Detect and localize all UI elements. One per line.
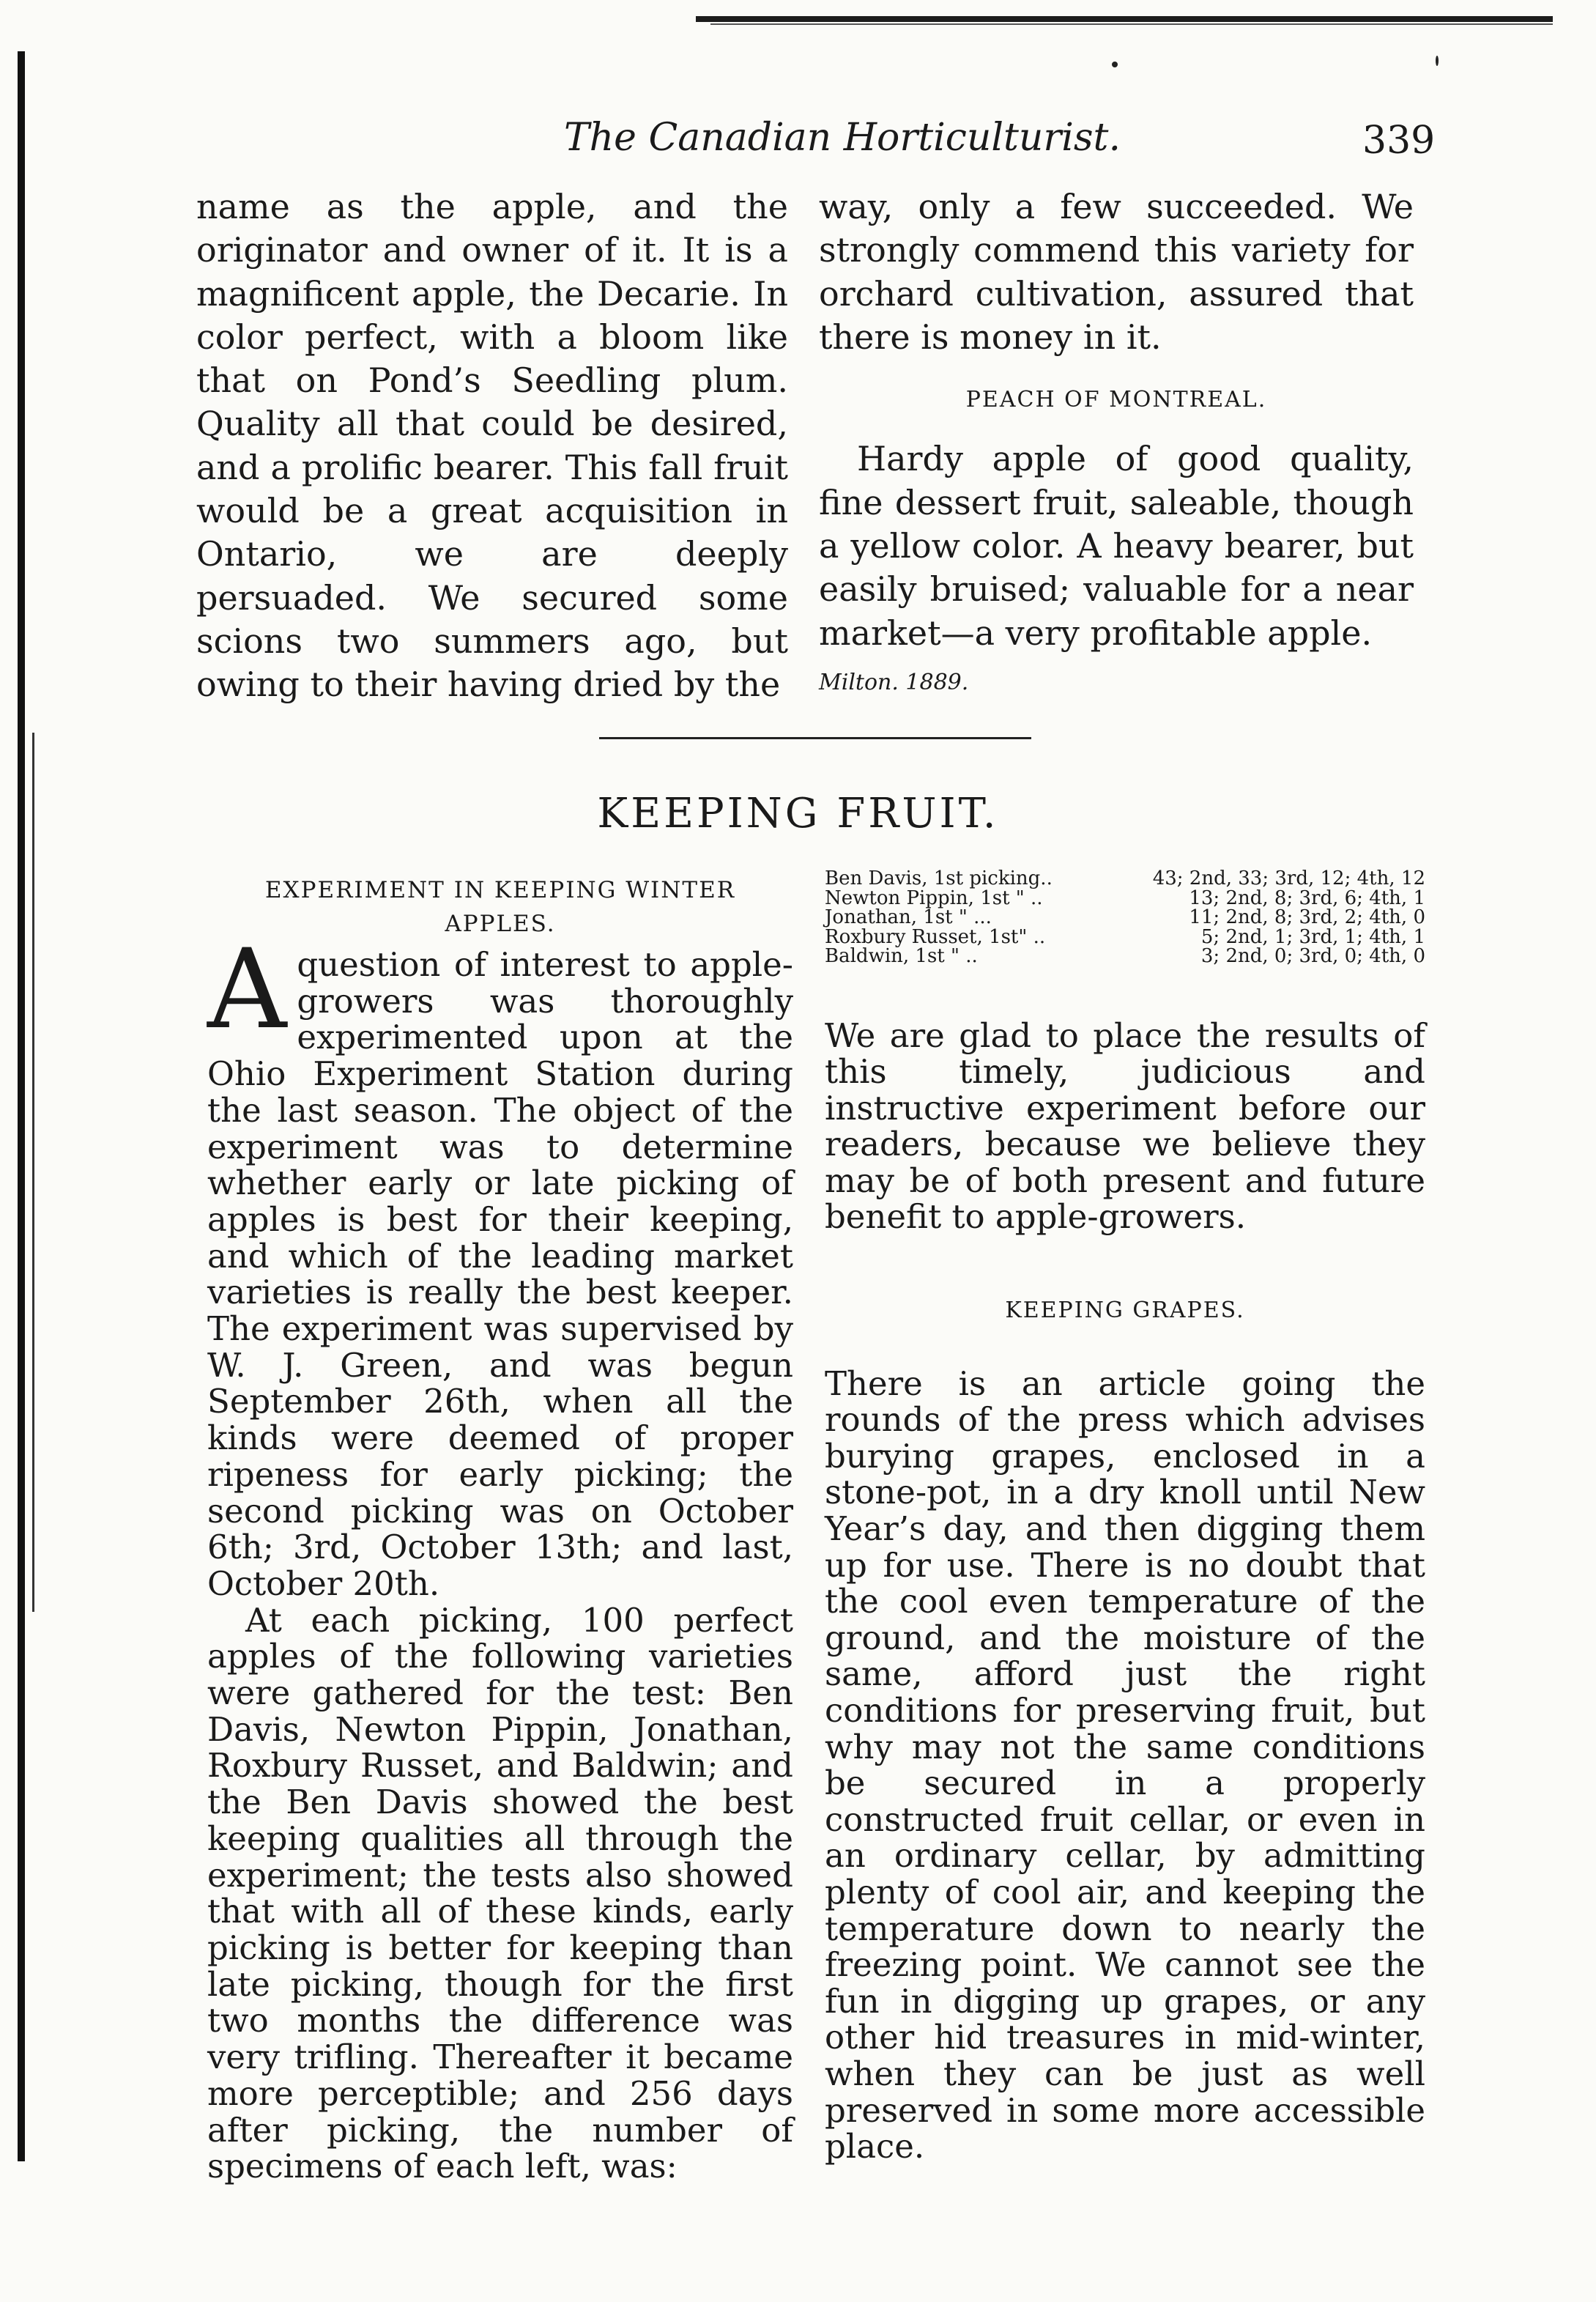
table-cell-p4: 4th, 0 [1369, 945, 1425, 967]
table-cell-p3: 3rd, 0; [1299, 945, 1370, 967]
table-cell-p1: 43; [1152, 867, 1189, 889]
table-cell-p1: 11; [1189, 906, 1226, 928]
table-cell-p4: 4th, 1 [1369, 925, 1425, 948]
results-table [825, 869, 1425, 966]
table-cell-variety: Baldwin, 1st " .. [825, 945, 978, 967]
table-cell-p1: 13; [1189, 887, 1226, 909]
table-cell-p2: 2nd, 8; [1225, 887, 1299, 909]
top-right-column [819, 185, 1414, 704]
ink-speck [1112, 62, 1118, 67]
drop-cap: A [207, 926, 287, 1054]
table-row [825, 908, 1425, 928]
page-number: 339 [1362, 119, 1436, 163]
top-border-thin-rule [710, 23, 1553, 25]
table-cell-p2: 2nd, 0; [1225, 945, 1299, 967]
dateline: Milton. 1889. [819, 669, 969, 695]
table-cell-p4: 4th, 0 [1369, 906, 1425, 928]
peach-paragraph: Hardy apple of good quality, fine dessert fruit, saleable, though a yellow color. A heavy bearer, but easily bruised; valuable for a near market—a very profitable apple. [819, 439, 1414, 653]
section-title: KEEPING FRUIT. [597, 790, 999, 837]
table-cell-p2: 2nd, 33; [1189, 867, 1275, 889]
left-margin-thin-bar [32, 733, 34, 1612]
table-row [825, 869, 1425, 889]
top-left-column [196, 185, 788, 707]
grapes-paragraph: There is an article going the rounds of the press which advises burying grapes, enclosed in a stone-pot, in a dry knoll until New Year’s day, and then digging them up for use. There is no doubt that the cool even temperature of the ground, and the moisture of the same, afford just the right conditions for preserving fruit, but why may not the same conditions be secured in a properly constructed fruit cellar, or even in an ordinary cellar, by admitting plenty of cool air, and keeping the temperature down to nearly the freezing point. We cannot see the fun in digging up grapes, or any other hid treasures in mid-winter, when they can be just as well preserved in some more accessible place. [825, 1363, 1425, 2166]
results-column [825, 869, 1425, 2165]
running-title: The Canadian Horticulturist. [564, 116, 1121, 160]
experiment-body [207, 926, 793, 2186]
ink-speck [1436, 56, 1439, 66]
section-divider [599, 737, 1031, 739]
decarie-paragraph: name as the apple, and the originator and owner of it. It is a magnificent apple, the Decarie. In color perfect, with a bloom like that on Pond’s Seedling plum. Quality all that could be desired, and a prolific bearer. This fall fruit would be a great acquisition in Ontario, we are deeply persuaded. We secured some scions two summers ago, but owing to their having dried by the [196, 187, 788, 705]
table-cell-variety: Ben Davis, 1st picking.. [825, 867, 1053, 889]
table-cell-counts [1201, 947, 1425, 966]
table-cell-p1: 5; [1200, 925, 1226, 948]
table-cell-p2: 2nd, 1; [1225, 925, 1299, 948]
table-cell-variety: Jonathan, 1st " ... [825, 906, 992, 928]
table-cell-p3: 3rd, 6; [1299, 887, 1370, 909]
table-cell-counts [1200, 925, 1425, 948]
table-cell-counts [1153, 869, 1425, 889]
table-row [825, 947, 1425, 966]
peach-of-montreal-heading: PEACH OF MONTREAL. [965, 387, 1267, 413]
table-cell-p4: 4th, 12 [1356, 867, 1425, 889]
table-cell-variety: Roxbury Russet, 1st" .. [825, 925, 1046, 948]
decarie-continuation-paragraph: way, only a few succeeded. We strongly commend this variety for orchard cultivation, assured that there is money in it. [819, 187, 1414, 357]
keeping-grapes-heading: KEEPING GRAPES. [1005, 1298, 1245, 1324]
table-cell-p3: 3rd, 1; [1299, 925, 1370, 948]
table-cell-p1: 3; [1200, 945, 1226, 967]
table-cell-p2: 2nd, 8; [1225, 906, 1299, 928]
table-cell-p3: 3rd, 12; [1274, 867, 1357, 889]
table-cell-p3: 3rd, 2; [1299, 906, 1370, 928]
experiment-column [207, 873, 793, 2185]
conclusion-paragraph: We are glad to place the results of this timely, judicious and instructive experiment before our readers, because we believe they may be of both present and future benefit to apple-growers. [825, 1015, 1425, 1237]
table-cell-counts [1189, 889, 1425, 908]
experiment-heading: EXPERIMENT IN KEEPING WINTER APPLES. [264, 877, 736, 937]
left-margin-bar [18, 51, 25, 2161]
table-cell-p4: 4th, 1 [1369, 887, 1425, 909]
table-cell-variety: Newton Pippin, 1st " .. [825, 887, 1043, 909]
table-row [825, 925, 1425, 948]
table-cell-counts [1189, 908, 1425, 928]
top-border-rule [696, 16, 1553, 22]
experiment-paragraph-2: At each picking, 100 perfect apples of the following varieties were gathered for the test: Ben Davis, Newton Pippin, Jonathan, Roxbury Russet, and Baldwin; and the Ben Davis showed the best keeping qualities all through the experiment; the tests also showed that with all of these kinds, early picking is better for keeping than late picking, though for the first two months the difference was very trifling. Thereafter it became more perceptible; and 256 days after picking, the number of specimens of each left, was: [207, 1600, 793, 2186]
table-row [825, 889, 1425, 908]
experiment-paragraph-1: question of interest to apple-growers was thoroughly experimented upon at the Ohio Experiment Station during the last season. The object of the experiment was to determine whether early or late picking of apples is best for their keeping, and which of the leading market varieties is really the best keeper. The experiment was supervised by W. J. Green, and was begun September 26th, when all the kinds were deemed of proper ripeness for early picking; the second picking was on October 6th; 3rd, October 13th; and last, October 20th. [207, 945, 793, 1603]
